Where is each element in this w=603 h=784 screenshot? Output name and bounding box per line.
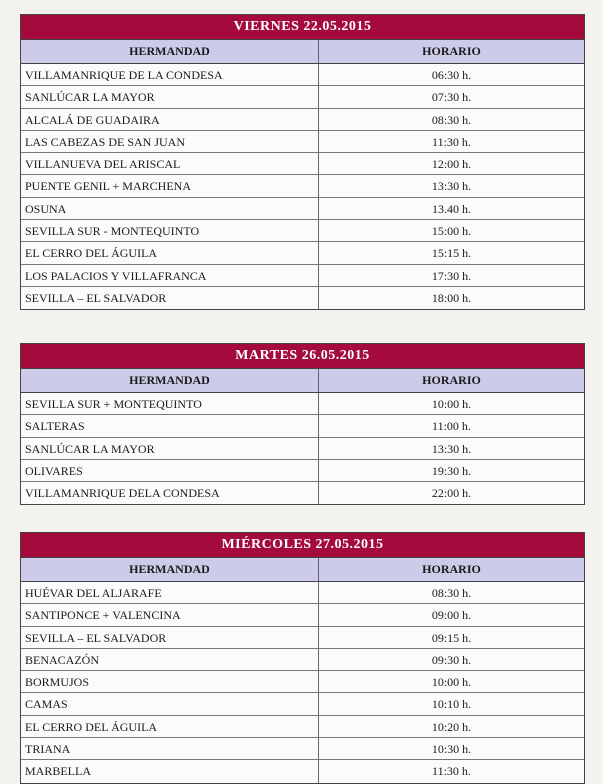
table-row [21,109,584,131]
horario-cell: 06:30 h. [431,68,472,82]
hermandad-cell: VILLAMANRIQUE DELA CONDESA [21,482,319,504]
hermandad-cell: HUÉVAR DEL ALJARAFE [21,582,319,603]
hermandad-cell: BENACAZÓN [21,649,319,670]
hermandad-cell: LAS CABEZAS DE SAN JUAN [21,131,319,152]
horario-cell: 18:00 h. [431,290,472,305]
table-row [21,671,584,693]
table-row [21,198,584,220]
table-row [21,693,584,715]
table-row [21,627,584,649]
table-row [21,64,584,86]
horario-cell: 07:30 h. [431,90,472,105]
hermandad-cell: CAMAS [21,693,319,714]
horario-cell: 13.40 h. [432,201,471,216]
hermandad-cell: SEVILLA SUR + MONTEQUINTO [21,393,319,414]
hermandad-cell: OLIVARES [21,460,319,481]
table-row [21,265,584,287]
day-title: VIERNES 22.05.2015 [21,15,584,40]
schedule-viernes [20,14,585,310]
table-row [21,242,584,264]
table-row [21,287,584,309]
header-row [21,369,584,393]
table-body [21,64,584,309]
hermandad-cell: VILLANUEVA DEL ARISCAL [21,153,319,174]
hermandad-cell: OSUNA [21,198,319,219]
hermandad-cell: SALTERAS [21,415,319,436]
horario-cell: 11:30 h. [432,134,471,149]
horario-cell: 09:15 h. [431,630,472,645]
hermandad-cell: SANLÚCAR LA MAYOR [21,86,319,107]
table-row [21,460,584,482]
horario-cell: 10:20 h. [431,719,472,734]
hermandad-cell: SEVILLA – EL SALVADOR [21,287,319,309]
header-hermandad: HERMANDAD [21,40,319,63]
table-row [21,153,584,175]
horario-cell: 22:00 h. [431,486,472,501]
table-row [21,393,584,415]
horario-cell: 08:30 h. [431,112,472,127]
hermandad-cell: EL CERRO DEL ÁGUILA [21,716,319,737]
header-hermandad: HERMANDAD [21,369,319,392]
day-title: MARTES 26.05.2015 [21,344,584,369]
table-row [21,86,584,108]
hermandad-cell: LOS PALACIOS Y VILLAFRANCA [21,265,319,286]
horario-cell: 19:30 h. [431,463,472,478]
hermandad-cell: ALCALÁ DE GUADAIRA [21,109,319,130]
header-horario: HORARIO [422,44,481,58]
table-body [21,393,584,504]
header-horario: HORARIO [422,373,481,387]
horario-cell: 13:30 h. [431,441,472,456]
table-row [21,415,584,437]
horario-cell: 13:30 h. [431,179,472,194]
schedule-miercoles [20,532,585,784]
table-row [21,482,584,504]
horario-cell: 15:00 h. [431,224,472,239]
schedule-martes [20,343,585,505]
table-row [21,131,584,153]
hermandad-cell: SEVILLA – EL SALVADOR [21,627,319,648]
hermandad-cell: SEVILLA SUR - MONTEQUINTO [21,220,319,241]
horario-cell: 10:10 h. [431,697,472,712]
horario-cell: 10:00 h. [431,397,472,411]
table-row [21,604,584,626]
table-row [21,716,584,738]
hermandad-cell: MARBELLA [21,760,319,782]
header-hermandad: HERMANDAD [21,558,319,581]
horario-cell: 11:30 h. [432,764,471,779]
horario-cell: 10:00 h. [431,675,472,690]
header-row [21,558,584,582]
horario-cell: 12:00 h. [431,157,472,172]
hermandad-cell: SANLÚCAR LA MAYOR [21,438,319,459]
horario-cell: 09:00 h. [431,608,472,623]
header-row [21,40,584,64]
hermandad-cell: SANTIPONCE + VALENCINA [21,604,319,625]
table-row [21,582,584,604]
table-row [21,760,584,782]
table-body [21,582,584,783]
horario-cell: 10:30 h. [431,742,472,757]
hermandad-cell: TRIANA [21,738,319,759]
table-row [21,175,584,197]
table-row [21,220,584,242]
hermandad-cell: BORMUJOS [21,671,319,692]
hermandad-cell: EL CERRO DEL ÁGUILA [21,242,319,263]
hermandad-cell: VILLAMANRIQUE DE LA CONDESA [21,64,319,85]
horario-cell: 11:00 h. [432,419,471,434]
table-row [21,649,584,671]
table-row [21,738,584,760]
day-title: MIÉRCOLES 27.05.2015 [21,533,584,558]
horario-cell: 17:30 h. [431,268,472,283]
horario-cell: 09:30 h. [431,652,472,667]
header-horario: HORARIO [422,562,481,576]
table-row [21,438,584,460]
hermandad-cell: PUENTE GENIL + MARCHENA [21,175,319,196]
horario-cell: 08:30 h. [431,586,472,600]
horario-cell: 15:15 h. [431,246,472,261]
